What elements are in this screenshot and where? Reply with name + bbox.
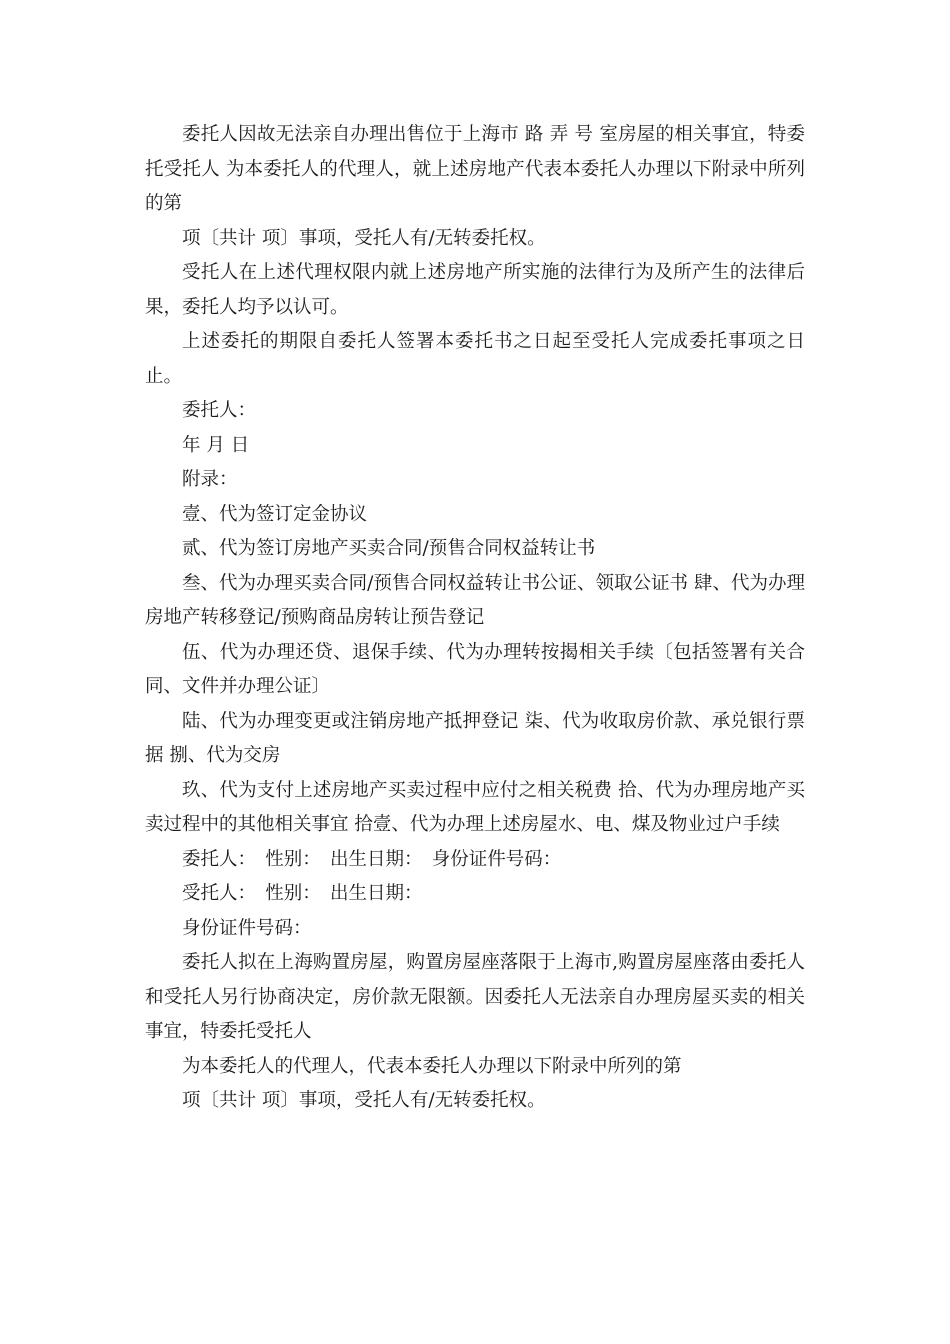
document-body: [145, 118, 805, 1119]
paragraph-appendix-title: 附录：: [182, 469, 238, 490]
paragraph-entrust-reason: 委托人因故无法亲自办理出售位于上海市 路 弄 号 室房屋的相关事宜，特委托受托人 为本委托人的代理人，就上述房地产代表本委托人办理以下附录中所列的第: [145, 124, 805, 214]
paragraph-principal-sign: 委托人：: [182, 400, 257, 421]
appendix-item-5: 伍、代为办理还贷、退保手续、代为办理转按揭相关手续〔包括签署有关合同、文件并办理公证〕: [145, 641, 805, 697]
paragraph-principal-info: 委托人： 性别： 出生日期： 身份证件号码：: [182, 848, 562, 870]
appendix-item-3-4: 叁、代为办理买卖合同/预售合同权益转让书公证、领取公证书 肆、代为办理房地产转移登记/预购商品房转让预告登记: [145, 572, 805, 628]
appendix-item-9-11: 玖、代为支付上述房地产买卖过程中应付之相关税费 拾、代为办理房地产买卖过程中的其他相关事宜 拾壹、代为办理上述房屋水、电、煤及物业过户手续: [145, 779, 805, 835]
paragraph-legal-acts: 受托人在上述代理权限内就上述房地产所实施的法律行为及所产生的法律后果，委托人均予以认可。: [145, 262, 805, 318]
paragraph-items-count: 项〔共计 项〕事项，受托人有/无转委托权。: [182, 227, 546, 249]
paragraph-agent-appoint: 为本委托人的代理人，代表本委托人办理以下附录中所列的第: [182, 1055, 682, 1077]
appendix-item-2: 贰、代为签订房地产买卖合同/预售合同权益转让书: [182, 538, 596, 559]
paragraph-date: 年 月 日: [182, 434, 250, 456]
appendix-item-1: 壹、代为签订定金协议: [182, 503, 368, 525]
paragraph-items-count-2: 项〔共计 项〕事项，受托人有/无转委托权。: [182, 1090, 546, 1111]
paragraph-purchase-intent: 委托人拟在上海购置房屋，购置房屋座落限于上海市,购置房屋座落由委托人和受托人另行协商决定，房价款无限额。因委托人无法亲自办理房屋买卖的相关事宜，特委托受托人: [145, 952, 805, 1042]
paragraph-id-number: 身份证件号码：: [182, 917, 312, 939]
paragraph-agent-info: 受托人： 性别： 出生日期：: [182, 883, 423, 904]
appendix-item-6-8: 陆、代为办理变更或注销房地产抵押登记 柒、代为收取房价款、承兑银行票据 捌、代为交房: [145, 710, 805, 766]
paragraph-term: 上述委托的期限自委托人签署本委托书之日起至受托人完成委托事项之日止。: [145, 331, 805, 387]
